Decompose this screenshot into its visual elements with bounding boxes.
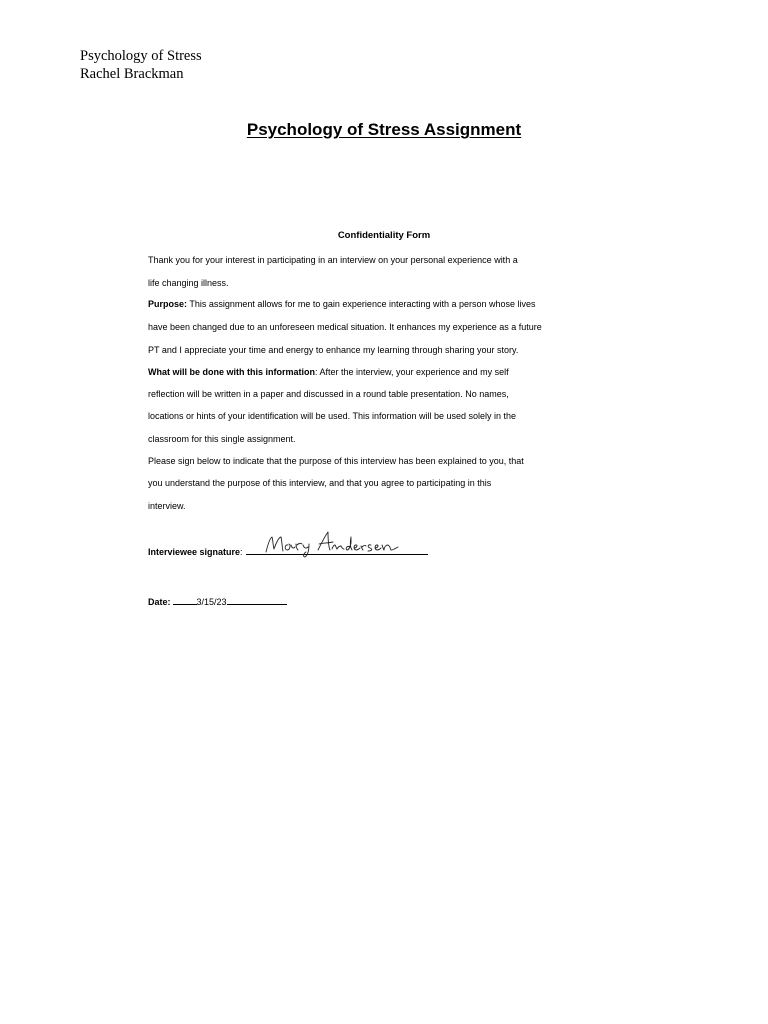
date-underline (173, 594, 197, 605)
date-label: Date: (148, 597, 171, 607)
date-value[interactable]: 3/15/23 (196, 597, 227, 607)
form-text-line: This assignment allows for me to gain experience interacting with a person whose lives (187, 299, 536, 309)
form-text-line: PT and I appreciate your time and energy to enhance my learning through sharing your story. (148, 345, 519, 355)
purpose-paragraph (148, 298, 536, 310)
info-label: What will be done with this information (148, 367, 315, 377)
form-text-line: locations or hints of your identification will be used. This information will be used solely in the (148, 411, 517, 421)
date-row (148, 594, 287, 608)
signature-colon: : (240, 547, 246, 557)
form-text-line: have been changed due to an unforeseen medical situation. It enhances my experience as a future (148, 322, 542, 332)
form-text-line: Thank you for your interest in participating in an interview on your personal experience with a (148, 255, 518, 265)
handwritten-signature (262, 528, 402, 558)
page-title: Psychology of Stress Assignment (246, 120, 522, 139)
form-text-line: Please sign below to indicate that the purpose of this interview has been explained to you, that (148, 456, 524, 466)
form-text-line: life changing illness. (148, 278, 229, 288)
signature-label: Interviewee signature (148, 547, 241, 557)
purpose-label: Purpose: (148, 299, 188, 309)
author-name: Rachel Brackman (80, 66, 184, 82)
form-text-line: : After the interview, your experience and my self (315, 367, 509, 377)
form-text-line: interview. (148, 501, 186, 511)
form-text-line: classroom for this single assignment. (148, 434, 296, 444)
course-name: Psychology of Stress (80, 48, 202, 64)
form-text-line: you understand the purpose of this interview, and that you agree to participating in this (148, 478, 492, 488)
date-underline (227, 594, 287, 605)
form-text-line: reflection will be written in a paper and discussed in a round table presentation. No names, (148, 389, 509, 399)
form-heading: Confidentiality Form (337, 230, 431, 241)
info-paragraph (148, 366, 509, 378)
